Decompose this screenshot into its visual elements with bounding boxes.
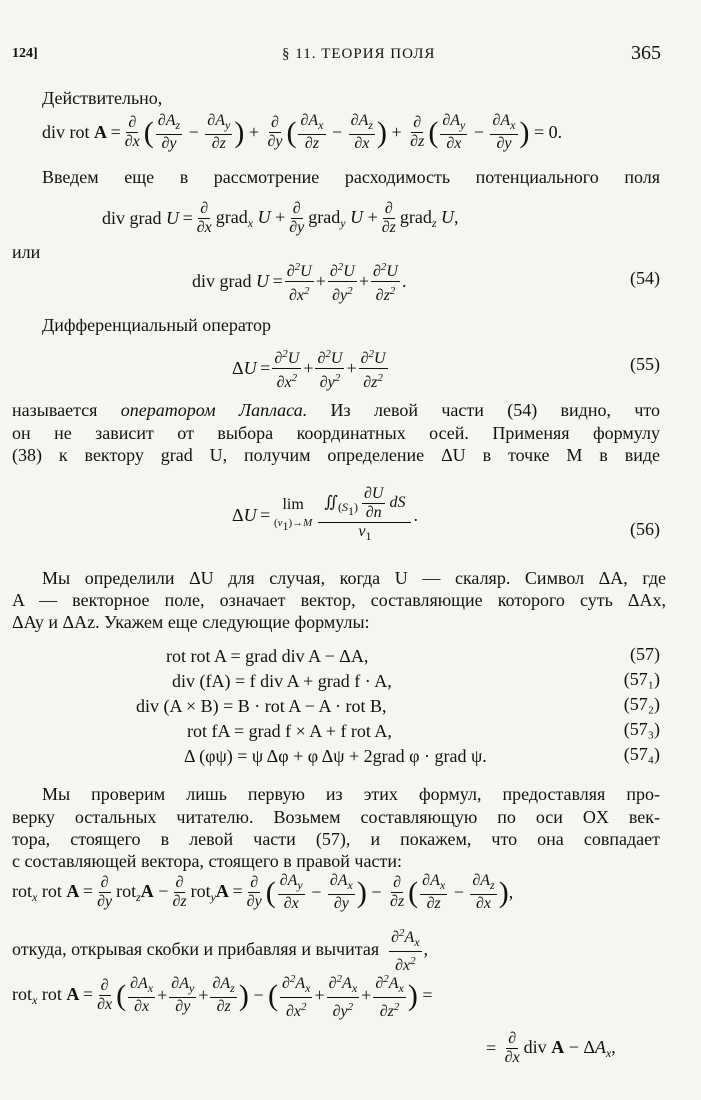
equation-number-56: (56) (630, 519, 660, 539)
header-title: § 11. ТЕОРИЯ ПОЛЯ (282, 46, 436, 62)
equation-rotx-rot: rot$_x$ rot A = $\frac{\partial}{\partial y}$ rot$_z$A − $\frac{\partial}{\partial z}$ rot$_y$A = $\frac{\partial}{\partial y}$ ( $\frac{\partial A_y}{\partial x}$ − $\frac{\partial A_x}{\partial y}$ ) − $\frac{\partial}{\partial z}$ ( $\frac{\partial A_x}{\partial z}$ − $\frac{\partial A_z}{\partial x}$ ) , (12, 872, 514, 912)
paragraph-6-line-3: ΔAy и ΔAz. Укажем еще следующие формулы: (12, 612, 370, 632)
equation-number-57: (57) (630, 644, 660, 664)
text-run: откуда, открывая скобки и прибавляя и вычитая (12, 939, 380, 959)
equation-54: div grad U = $\frac{\partial^2U}{\partial x^2}$ + $\frac{\partial^2U}{\partial y^2}$ + $\frac{\partial^2U}{\partial z^2}$ . (192, 258, 406, 305)
formula-57-1: div (fA) = f div A + grad f · A, (172, 671, 392, 691)
equation-final: = $\frac{\partial}{\partial x}$ div $A - \Delta A_x$, (486, 1030, 616, 1066)
paragraph-6-line-1: Мы определили ΔU для случая, когда U — скаляр. Символ ΔA, где (42, 568, 666, 588)
paragraph-7-line-4: с составляющей вектора, стоящего в правой части: (12, 851, 402, 871)
page-number: 365 (631, 42, 661, 64)
equation-number-55: (55) (630, 354, 660, 374)
equation-rotx-expanded: rot$_x$ rot A = $\frac{\partial}{\partial x}$ ( $\frac{\partial A_x}{\partial x}$ + $\frac{\partial A_y}{\partial y}$ + $\frac{\partial A_z}{\partial z}$ ) − ( $\frac{\partial^2A_x}{\partial x^2}$ + $\frac{\partial^2A_x}{\partial y^2}$ + $\frac{\partial^2A_x}{\partial z^2}$ ) = (12, 970, 432, 1021)
paragraph-3: или (12, 242, 41, 262)
text-run: Из левой части (54) видно, что (307, 400, 661, 420)
formula-57-2: div (A × B) = B · rot A − A · rot B, (136, 696, 387, 716)
emphasis-laplace: оператором Лапласа. (120, 400, 308, 420)
paragraph-5-line-3: (38) к вектору grad U, получим определение ΔU в точке M в виде (12, 445, 660, 465)
equation-number-57-1: (57₁) (623, 669, 660, 689)
paragraph-8: откуда, открывая скобки и прибавляя и вычитая $\frac{\partial^2A_x}{\partial x^2}$ , (12, 924, 428, 975)
paragraph-6-line-2: A — векторное поле, означает вектор, составляющие которого суть ΔAx, (12, 590, 666, 610)
paragraph-4: Дифференциальный оператор (42, 315, 271, 335)
paragraph-7-line-3: тора, стоящего в левой части (57), и покажем, что она совпадает (12, 829, 660, 849)
paragraph-1: Действительно, (42, 88, 163, 108)
equation-56: ΔU = lim $(v_1)\to M$ $∬_{(S_1)}$ $\frac{\partial U}{\partial n}$ dS $v_1$ . (232, 485, 418, 543)
equation-div-rot: div rot A = $\frac{\partial}{\partial x}$ ( $\frac{\partial A_z}{\partial y}$ − $\frac{\partial A_y}{\partial z}$ ) + $\frac{\partial}{\partial y}$ ( $\frac{\partial A_x}{\partial z}$ − $\frac{\partial A_z}{\partial x}$ ) + $\frac{\partial}{\partial z}$ ( $\frac{\partial A_y}{\partial x}$ − $\frac{\partial A_x}{\partial y}$ ) = 0. (42, 112, 563, 152)
paragraph-5-line-2: он не зависит от выбора координатных осей. Применяя формулу (12, 423, 660, 443)
paragraph-5-line-1 (12, 398, 660, 422)
paragraph-7-line-2: верку остальных читателю. Возьмем составляющую по оси OX век- (12, 807, 660, 827)
equation-number-57-2: (57₂) (623, 694, 660, 714)
equation-number-54: (54) (630, 268, 660, 288)
paragraph-2: Введем еще в рассмотрение расходимость потенциального поля (42, 167, 660, 187)
formula-57-3: rot fA = grad f × A + f rot A, (187, 721, 392, 741)
formula-57: rot rot A = grad div A − ΔA, (166, 646, 369, 666)
equation-55: ΔU = $\frac{\partial^2U}{\partial x^2}$ + $\frac{\partial^2U}{\partial y^2}$ + $\frac{\partial^2U}{\partial z^2}$ (232, 345, 390, 392)
header-left: 124] (12, 46, 38, 61)
equation-div-grad: div grad U = $\frac{\partial}{\partial x}$ grad$_x$ U + $\frac{\partial}{\partial y}$ grad$_y$ U + $\frac{\partial}{\partial z}$ grad$_z$ U, (102, 200, 459, 236)
formula-57-4: Δ (φψ) = ψ Δφ + φ Δψ + 2grad φ · grad ψ. (184, 746, 487, 766)
equation-number-57-4: (57₄) (623, 744, 660, 764)
paragraph-7-line-1: Мы проверим лишь первую из этих формул, предоставляя про- (42, 784, 660, 804)
equation-number-57-3: (57₃) (623, 719, 660, 739)
text-run: называется (12, 400, 121, 420)
page-header (12, 42, 661, 70)
